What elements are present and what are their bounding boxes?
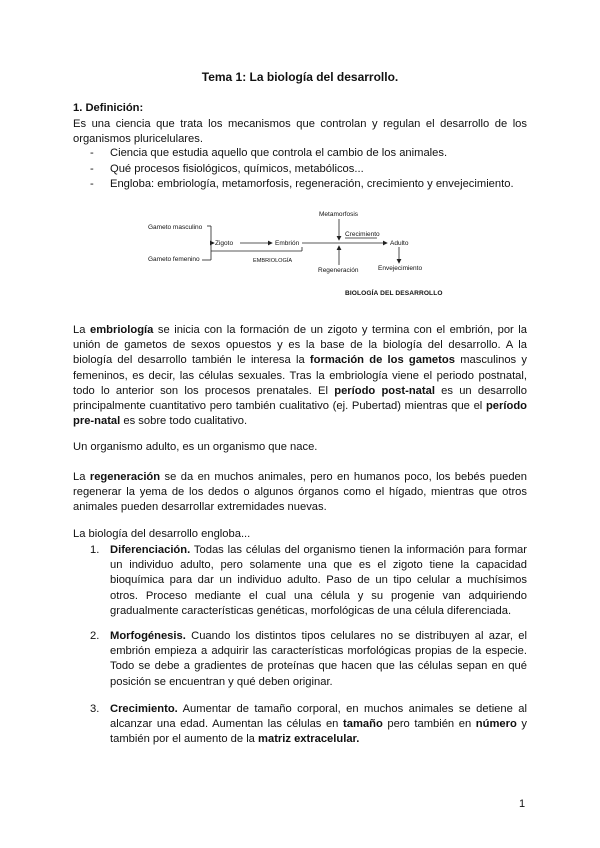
bullet-text: Qué procesos fisiológicos, químicos, metabólicos...	[110, 162, 364, 175]
diagram-envejecimiento: Envejecimiento	[378, 265, 423, 272]
text-run: masculinos y femeninos, es decir, las células sexuales. Tras la embriología viene el periodo postnatal, todo lo anterior son los procesos prenatales. El	[73, 354, 527, 397]
bold-term: embriología	[89, 324, 154, 336]
text-run: Todas las células del organismo tienen la información para formar un individuo adulto, pero solamente una que es el zigoto tiene la capacidad bioquímica para dar un individuo adulto. Paso de un tipo celular a muchísimos otros. Proceso mediante el cual una célula y su progenie van adquiriendo gradualmente características genéticas, morfológicas de una célula diferenciada.	[110, 544, 527, 617]
bold-term: Crecimiento.	[110, 703, 178, 715]
bold-term: tamaño	[343, 718, 383, 731]
bold-term: número	[475, 718, 517, 731]
bold-term: período pre-natal	[73, 400, 527, 428]
text-run: La	[73, 324, 90, 336]
engloba-intro: La biología del desarrollo engloba...	[73, 528, 251, 540]
diagram-zigoto: Zigoto	[215, 240, 234, 247]
text-run: La	[73, 471, 90, 483]
section-heading: 1. Definición:	[73, 102, 144, 114]
diagram-regeneracion: Regeneración	[318, 267, 359, 274]
diagram-metamorfosis: Metamorfosis	[319, 211, 359, 218]
adulto-paragraph: Un organismo adulto, es un organismo que nace.	[73, 441, 318, 453]
list-number: 2.	[90, 630, 100, 642]
text-run: Aumentar de tamaño corporal, en muchos animales se detiene al alcanzar una edad. Aumentan las células en	[110, 703, 527, 731]
list-number: 1.	[90, 544, 100, 556]
diagram-embriologia: EMBRIOLOGÍA	[253, 258, 293, 264]
page-number: 1	[519, 798, 526, 810]
bullet-text: Ciencia que estudia aquello que controla el cambio de los animales.	[110, 147, 448, 159]
diagram-gameto-femenino: Gameto femenino	[148, 256, 200, 263]
diagram-crecimiento: Crecimiento	[345, 231, 380, 238]
list-item	[73, 702, 527, 748]
embriologia-paragraph	[73, 323, 527, 429]
list-item	[73, 162, 533, 178]
list-number: 3.	[90, 703, 100, 715]
bold-term: regeneración	[89, 471, 161, 483]
text-run: es un desarrollo principalmente cuantitativo pero también cualitativo (ej. Pubertad) mientras que el	[73, 384, 527, 413]
definition-paragraph: Es una ciencia que trata los mecanismos que controlan y regulan el desarrollo de los organismos pluricelulares.	[73, 118, 527, 146]
diagram-embrion: Embrión	[275, 240, 300, 247]
diagram-caption: BIOLOGÍA DEL DESARROLLO	[345, 290, 443, 297]
list-item	[73, 177, 533, 193]
bullet-marker: -	[90, 178, 94, 190]
numbered-list-3	[73, 702, 527, 748]
bold-term: matriz extracelular.	[258, 733, 360, 746]
text-run: se da en muchos animales, pero en humanos poco, los bebés pueden regenerar la yema de los dedos o algunos órganos como el hígado, mientras que otros animales pueden desarrollar extremidades nuevas.	[73, 471, 527, 514]
bold-term: Morfogénesis.	[110, 630, 186, 642]
list-item	[73, 146, 533, 162]
bold-term: formación de los gametos	[309, 354, 455, 367]
text-run: es sobre todo cualitativo.	[120, 415, 248, 428]
diagram-adulto: Adulto	[390, 240, 409, 247]
numbered-list-1	[73, 543, 527, 619]
definition-bullet-list	[73, 146, 533, 193]
text-run: se inicia con la formación de un zigoto y termina con el embrión, por la unión de gametos de sexos opuestos y es la base de la biología del desarrollo. A la biología del desarrollo también le interesa la	[73, 324, 527, 367]
text-run: y también por el aumento de la	[110, 718, 527, 746]
page-title: Tema 1: La biología del desarrollo.	[201, 70, 399, 84]
diagram-gameto-masculino: Gameto masculino	[148, 224, 203, 231]
list-item	[73, 629, 527, 690]
numbered-list-2	[73, 629, 527, 690]
bullet-marker: -	[90, 147, 94, 159]
text-run: Cuando los distintos tipos celulares no se distribuyen al azar, el embrión empieza a adquirir las características morfológicas propias de la especie. Todo se debe a gradientes de proteínas que hacen que las células sepan en qué posición se encuentran y qué deben originar.	[110, 630, 527, 688]
list-item	[73, 543, 527, 619]
regeneracion-paragraph	[73, 470, 527, 516]
bold-term: período post-natal	[334, 384, 435, 397]
bullet-text: Engloba: embriología, metamorfosis, regeneración, crecimiento y envejecimiento.	[110, 178, 514, 190]
text-run: pero también en	[382, 718, 476, 731]
bullet-marker: -	[90, 162, 94, 175]
development-diagram	[145, 207, 455, 277]
bold-term: Diferenciación.	[110, 544, 191, 556]
